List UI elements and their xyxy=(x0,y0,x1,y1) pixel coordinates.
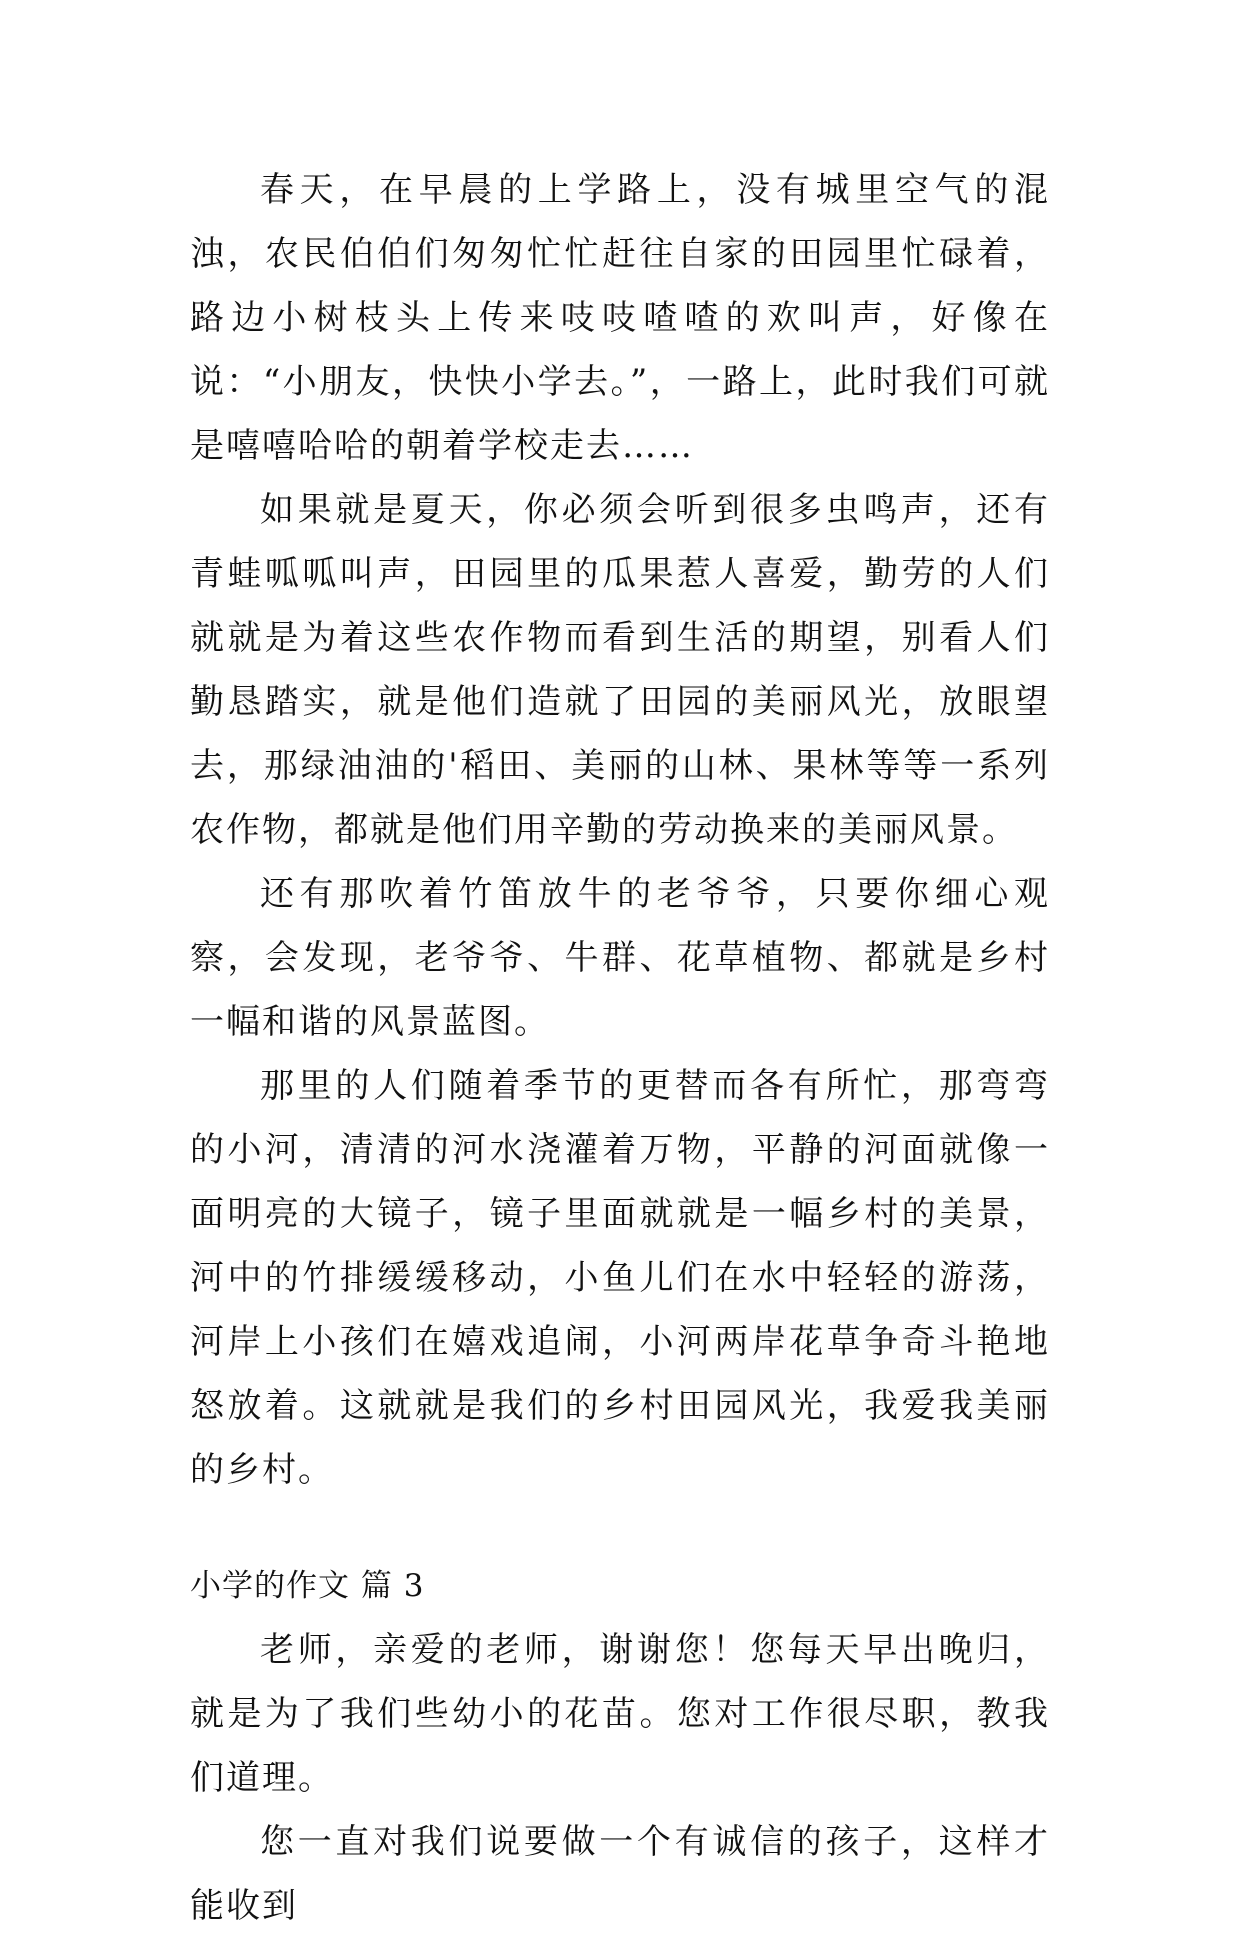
paragraph-teacher: 老师，亲爱的老师，谢谢您！您每天早出晚归，就是为了我们些幼小的花苗。您对工作很尽职，教我们道理。 xyxy=(190,1630,1050,1798)
essay-body xyxy=(190,158,1050,1938)
paragraph-honesty: 您一直对我们说要做一个有诚信的孩子，这样才能收到 xyxy=(190,1822,1050,1926)
paragraph-summer: 如果就是夏天，你必须会听到很多虫鸣声，还有青蛙呱呱叫声，田园里的瓜果惹人喜爱，勤劳的人们就就是为着这些农作物而看到生活的期望，别看人们勤恳踏实，就是他们造就了田园的美丽风光，放眼望去，那绿油油的'稻田、美丽的山林、果林等等一系列农作物，都就是他们用辛勤的劳动换来的美丽风景。 xyxy=(190,490,1050,850)
paragraph-grandpa: 还有那吹着竹笛放牛的老爷爷，只要你细心观察，会发现，老爷爷、牛群、花草植物、都就是乡村一幅和谐的风景蓝图。 xyxy=(190,874,1050,1042)
paragraph-spring: 春天，在早晨的上学路上，没有城里空气的混浊，农民伯伯们匆匆忙忙赶往自家的田园里忙碌着，路边小树枝头上传来吱吱喳喳的欢叫声，好像在说：“小朋友，快快小学去。”，一路上，此时我们可就是嘻嘻哈哈的朝着学校走去…… xyxy=(190,170,1050,466)
paragraph-river: 那里的人们随着季节的更替而各有所忙，那弯弯的小河，清清的河水浇灌着万物，平静的河面就像一面明亮的大镜子，镜子里面就就是一幅乡村的美景，河中的竹排缓缓移动，小鱼儿们在水中轻轻的游荡，河岸上小孩们在嬉戏追闹，小河两岸花草争奇斗艳地怒放着。这就就是我们的乡村田园风光，我爱我美丽的乡村。 xyxy=(190,1066,1050,1490)
essay-heading: 小学的作文 篇 3 xyxy=(190,1568,425,1604)
